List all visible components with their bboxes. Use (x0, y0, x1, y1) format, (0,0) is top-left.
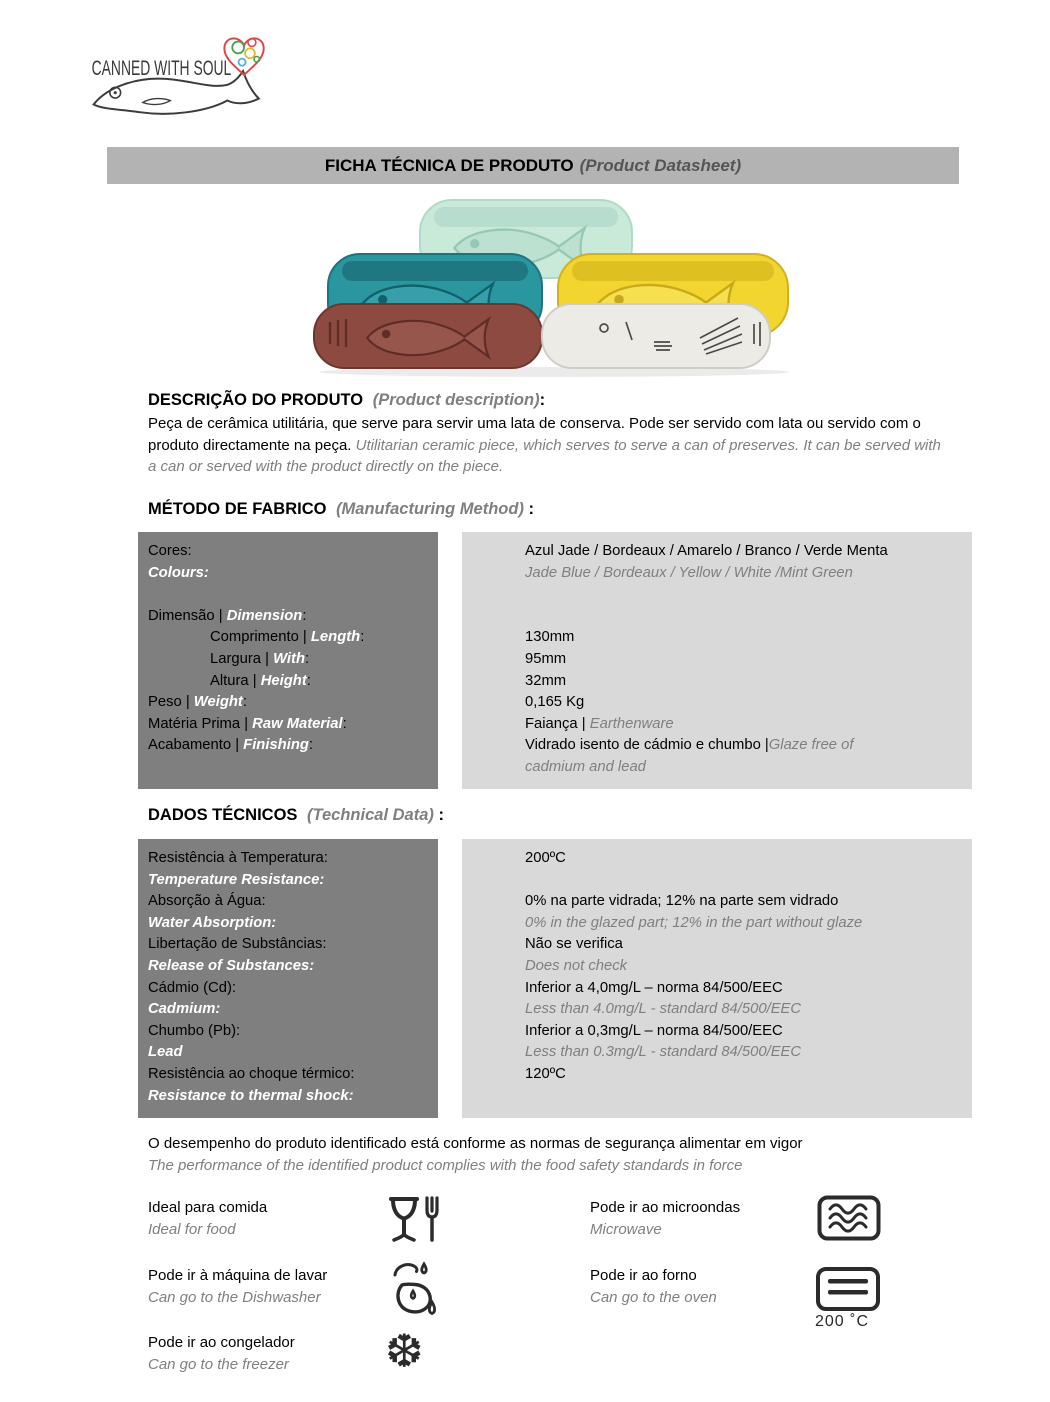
spec-value-line (525, 584, 964, 606)
oven-temp-label: 200 ˚C (815, 1313, 870, 1330)
spec-value-line: Inferior a 0,3mg/L – norma 84/500/EEC (525, 1022, 783, 1039)
spec-label-line: Temperature Resistance: (148, 871, 325, 888)
feature-oven-pt: Pode ir ao forno (590, 1267, 697, 1284)
oven-safe-icon (815, 1266, 881, 1331)
spec-value-line: 0% in the glazed part; 12% in the part without glaze (525, 914, 863, 931)
microwave-safe-icon (817, 1195, 881, 1241)
spec-value-line: cadmium and lead (525, 758, 646, 775)
spec-label-line (148, 584, 430, 606)
spec-label-line: Dimensão | Dimension: (148, 607, 307, 624)
spec-label-line: Cores: (148, 543, 192, 559)
description-heading-pt: DESCRIÇÃO DO PRODUTO (148, 391, 364, 409)
spec-label-line: Water Absorption: (148, 914, 277, 931)
feature-dishwasher-en: Can go to the Dishwasher (148, 1289, 321, 1306)
spec-value-line: Vidrado isento de cádmio e chumbo |Glaze free of (525, 737, 854, 754)
spec-label-line: Largura | With: (210, 650, 310, 667)
compliance-note-en: The performance of the identified product complies with the food safety standards in force (148, 1156, 743, 1174)
spec-label-line: Chumbo (Pb): (148, 1022, 241, 1039)
spec-label-line: Comprimento | Length: (210, 629, 365, 646)
spec-value-line: Faiança | Earthenware (525, 715, 674, 732)
spec-value-line: 32mm (525, 672, 567, 689)
description-paragraph (148, 413, 943, 478)
description-text-pt: Peça de cerâmica utilitária, que serve para servir uma lata de conserva. Pode ser servido com lata ou servido com o produto directamente na peça. (148, 415, 921, 454)
document-title-bar (107, 147, 959, 184)
feature-dishwasher-pt: Pode ir à máquina de lavar (148, 1267, 328, 1284)
spec-label-line: Acabamento | Finishing: (148, 737, 314, 754)
feature-microwave-pt: Pode ir ao microondas (590, 1199, 741, 1216)
spec-value-line: Less than 4.0mg/L - standard 84/500/EEC (525, 1001, 802, 1018)
spec-value-line: 95mm (525, 650, 567, 667)
spec-value-line: Jade Blue / Bordeaux / Yellow / White /Mint Green (525, 564, 853, 581)
spec-label-line: Libertação de Substâncias: (148, 936, 327, 953)
manufacturing-labels (138, 532, 438, 789)
compliance-note (148, 1133, 978, 1176)
spec-value-line: Inferior a 4,0mg/L – norma 84/500/EEC (525, 979, 783, 996)
manufacturing-values (462, 532, 972, 789)
feature-freezer-en: Can go to the freezer (148, 1356, 289, 1373)
spec-label-line: Release of Substances: (148, 957, 315, 974)
technical-values (462, 839, 972, 1118)
spec-label-line: Matéria Prima | Raw Material: (148, 715, 347, 732)
description-heading: DESCRIÇÃO DO PRODUTO (Product description): (148, 391, 546, 409)
spec-value-line: 0,165 Kg (525, 694, 585, 711)
description-text-en: Utilitarian ceramic piece, which serves to serve a can of preserves. It can be served with a can or served with the product directly on the piece. (148, 436, 941, 475)
feature-microwave (590, 1197, 740, 1241)
spec-label-line: Resistance to thermal shock: (148, 1087, 354, 1104)
feature-oven (590, 1265, 717, 1309)
spec-label-line: Absorção à Água: (148, 893, 266, 910)
dishwasher-safe-icon (387, 1258, 441, 1318)
spec-value-line (525, 870, 964, 892)
spec-label-line: Resistência à Temperatura: (148, 850, 328, 866)
spec-label-line: Lead (148, 1044, 183, 1061)
spec-label-line: Cadmium: (148, 1001, 221, 1018)
spec-value-line: Less than 0.3mg/L - standard 84/500/EEC (525, 1044, 802, 1061)
spec-value-line: Não se verifica (525, 936, 623, 953)
technical-heading-pt: DADOS TÉCNICOS (148, 806, 298, 824)
document-title-en: (Product Datasheet) (579, 155, 742, 175)
compliance-note-pt: O desempenho do produto identificado está conforme as normas de segurança alimentar em vigor (148, 1135, 803, 1152)
fish-logo-icon (88, 14, 288, 132)
spec-value-line (525, 606, 964, 628)
feature-oven-en: Can go to the oven (590, 1289, 717, 1306)
manufacturing-heading-pt: MÉTODO DE FABRICO (148, 500, 327, 518)
spec-value-line (525, 1086, 964, 1108)
spec-label-line: Resistência ao choque térmico: (148, 1065, 355, 1082)
description-heading-en: (Product description) (372, 391, 540, 409)
feature-food-safe-en: Ideal for food (148, 1221, 236, 1238)
manufacturing-table (138, 532, 972, 789)
spec-value-line: 120ºC (525, 1065, 566, 1082)
feature-microwave-en: Microwave (590, 1221, 662, 1238)
spec-label-line: Cádmio (Cd): (148, 979, 236, 996)
food-safe-icon (383, 1192, 441, 1246)
technical-heading-en: (Technical Data) (307, 806, 434, 824)
technical-labels (138, 839, 438, 1118)
feature-food-safe (148, 1197, 267, 1241)
spec-value-line: Azul Jade / Bordeaux / Amarelo / Branco / Verde Menta (525, 543, 888, 559)
spec-value-line: 200ºC (525, 850, 566, 866)
feature-freezer (148, 1332, 295, 1376)
spec-label-line: Colours: (148, 564, 209, 581)
feature-freezer-pt: Pode ir ao congelador (148, 1334, 295, 1351)
document-title-pt: FICHA TÉCNICA DE PRODUTO (324, 155, 574, 175)
freezer-safe-icon: ❆ (385, 1325, 424, 1377)
can-white (542, 304, 770, 368)
feature-food-safe-pt: Ideal para comida (148, 1199, 268, 1216)
brand-logo (88, 14, 288, 132)
feature-dishwasher (148, 1265, 327, 1309)
manufacturing-heading-en: (Manufacturing Method) (336, 500, 524, 518)
can-bordeaux (314, 304, 542, 368)
spec-value-line: 130mm (525, 629, 575, 646)
manufacturing-heading: MÉTODO DE FABRICO (Manufacturing Method) : (148, 500, 535, 518)
technical-table (138, 839, 972, 1118)
spec-value-line: Does not check (525, 957, 627, 974)
brand-name: CANNED WITH SOUL (91, 54, 232, 80)
technical-heading: DADOS TÉCNICOS (Technical Data) : (148, 806, 444, 824)
spec-label-line: Altura | Height: (210, 672, 311, 689)
product-photo (292, 192, 816, 382)
spec-value-line: 0% na parte vidrada; 12% na parte sem vidrado (525, 893, 839, 910)
spec-label-line: Peso | Weight: (148, 694, 247, 711)
